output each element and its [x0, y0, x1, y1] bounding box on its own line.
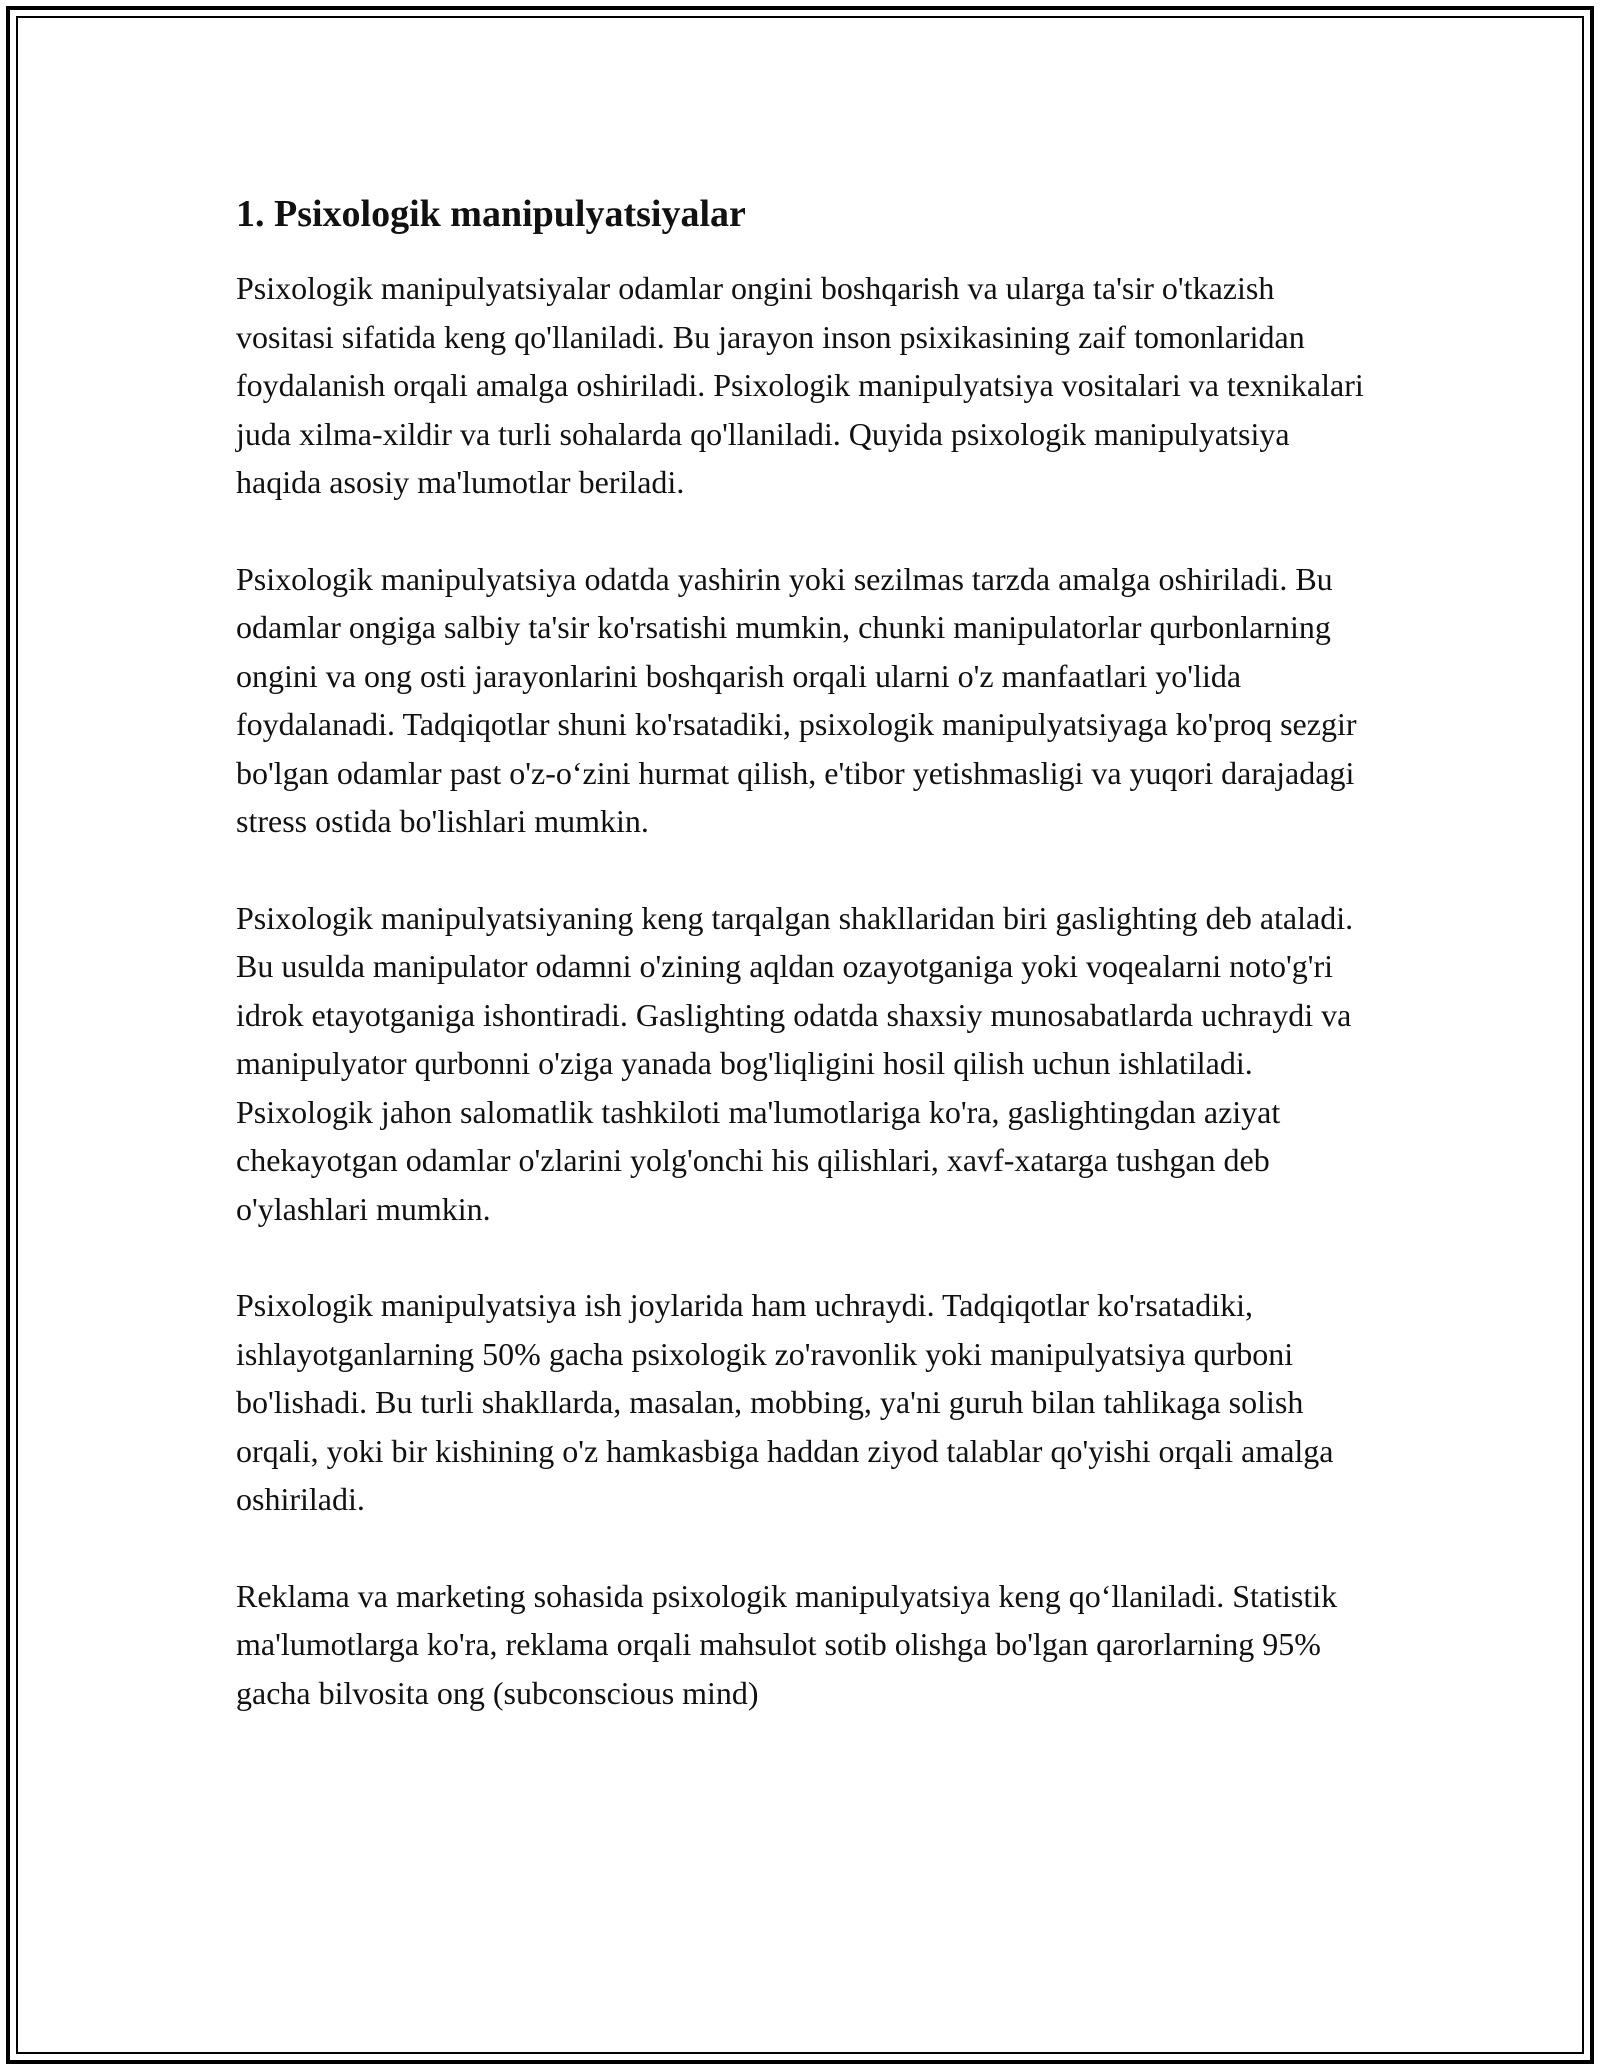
- paragraph-workplace: Psixologik manipulyatsiya ish joylarida ham uchraydi. Tadqiqotlar ko'rsatadiki, ishlayotganlarning 50% gacha psixologik zo'ravonlik yoki manipulyatsiya qurboni bo'lishadi. Bu turli shakllarda, masalan, mobbing, ya'ni guruh bilan tahlikaga solish orqali, yoki bir kishining o'z hamkasbiga haddan ziyod talablar qo'yishi orqali amalga oshiriladi.: [236, 1287, 1334, 1517]
- section-heading: 1. Psixologik manipulyatsiyalar: [236, 193, 746, 235]
- paragraph-hidden-influence: Psixologik manipulyatsiya odatda yashirin yoki sezilmas tarzda amalga oshiriladi. Bu odamlar ongiga salbiy ta'sir ko'rsatishi mumkin, chunki manipulatorlar qurbonlarning ongini va ong osti jarayonlarini boshqarish orqali ularni o'z manfaatlari yo'lida foydalanadi. Tadqiqotlar shuni ko'rsatadiki, psixologik manipulyatsiyaga ko'proq sezgir bo'lgan odamlar past o'z-o‘zini hurmat qilish, e'tibor yetishmasligi va yuqori darajadagi stress ostida bo'lishlari mumkin.: [236, 560, 1357, 839]
- paragraph-marketing: Reklama va marketing sohasida psixologik manipulyatsiya keng qo‘llaniladi. Statistik ma'lumotlarga ko'ra, reklama orqali mahsulot sotib olishga bo'lgan qarorlarning 95% gacha bilvosita ong (subconscious mind): [236, 1577, 1338, 1711]
- paragraph-gaslighting: Psixologik manipulyatsiyaning keng tarqalgan shakllaridan biri gaslighting deb ataladi. Bu usulda manipulator odamni o'zining aqldan ozayotganiga yoki voqealarni noto'g'ri idrok etayotganiga ishontiradi. Gaslighting odatda shaxsiy munosabatlarda uchraydi va manipulyator qurbonni o'ziga yanada bog'liqligini hosil qilish uchun ishlatiladi. Psixologik jahon salomatlik tashkiloti ma'lumotlariga ko'ra, gaslightingdan aziyat chekayotgan odamlar o'zlarini yolg'onchi his qilishlari, xavf-xatarga tushgan deb o'ylashlari mumkin.: [236, 899, 1354, 1227]
- document-body: [236, 190, 1366, 1765]
- paragraph-intro: Psixologik manipulyatsiyalar odamlar ongini boshqarish va ularga ta'sir o'tkazish vositasi sifatida keng qo'llaniladi. Bu jarayon inson psixikasining zaif tomonlaridan foydalanish orqali amalga oshiriladi. Psixologik manipulyatsiya vositalari va texnikalari juda xilma-xildir va turli sohalarda qo'llaniladi. Quyida psixologik manipulyatsiya haqida asosiy ma'lumotlar beriladi.: [236, 270, 1364, 500]
